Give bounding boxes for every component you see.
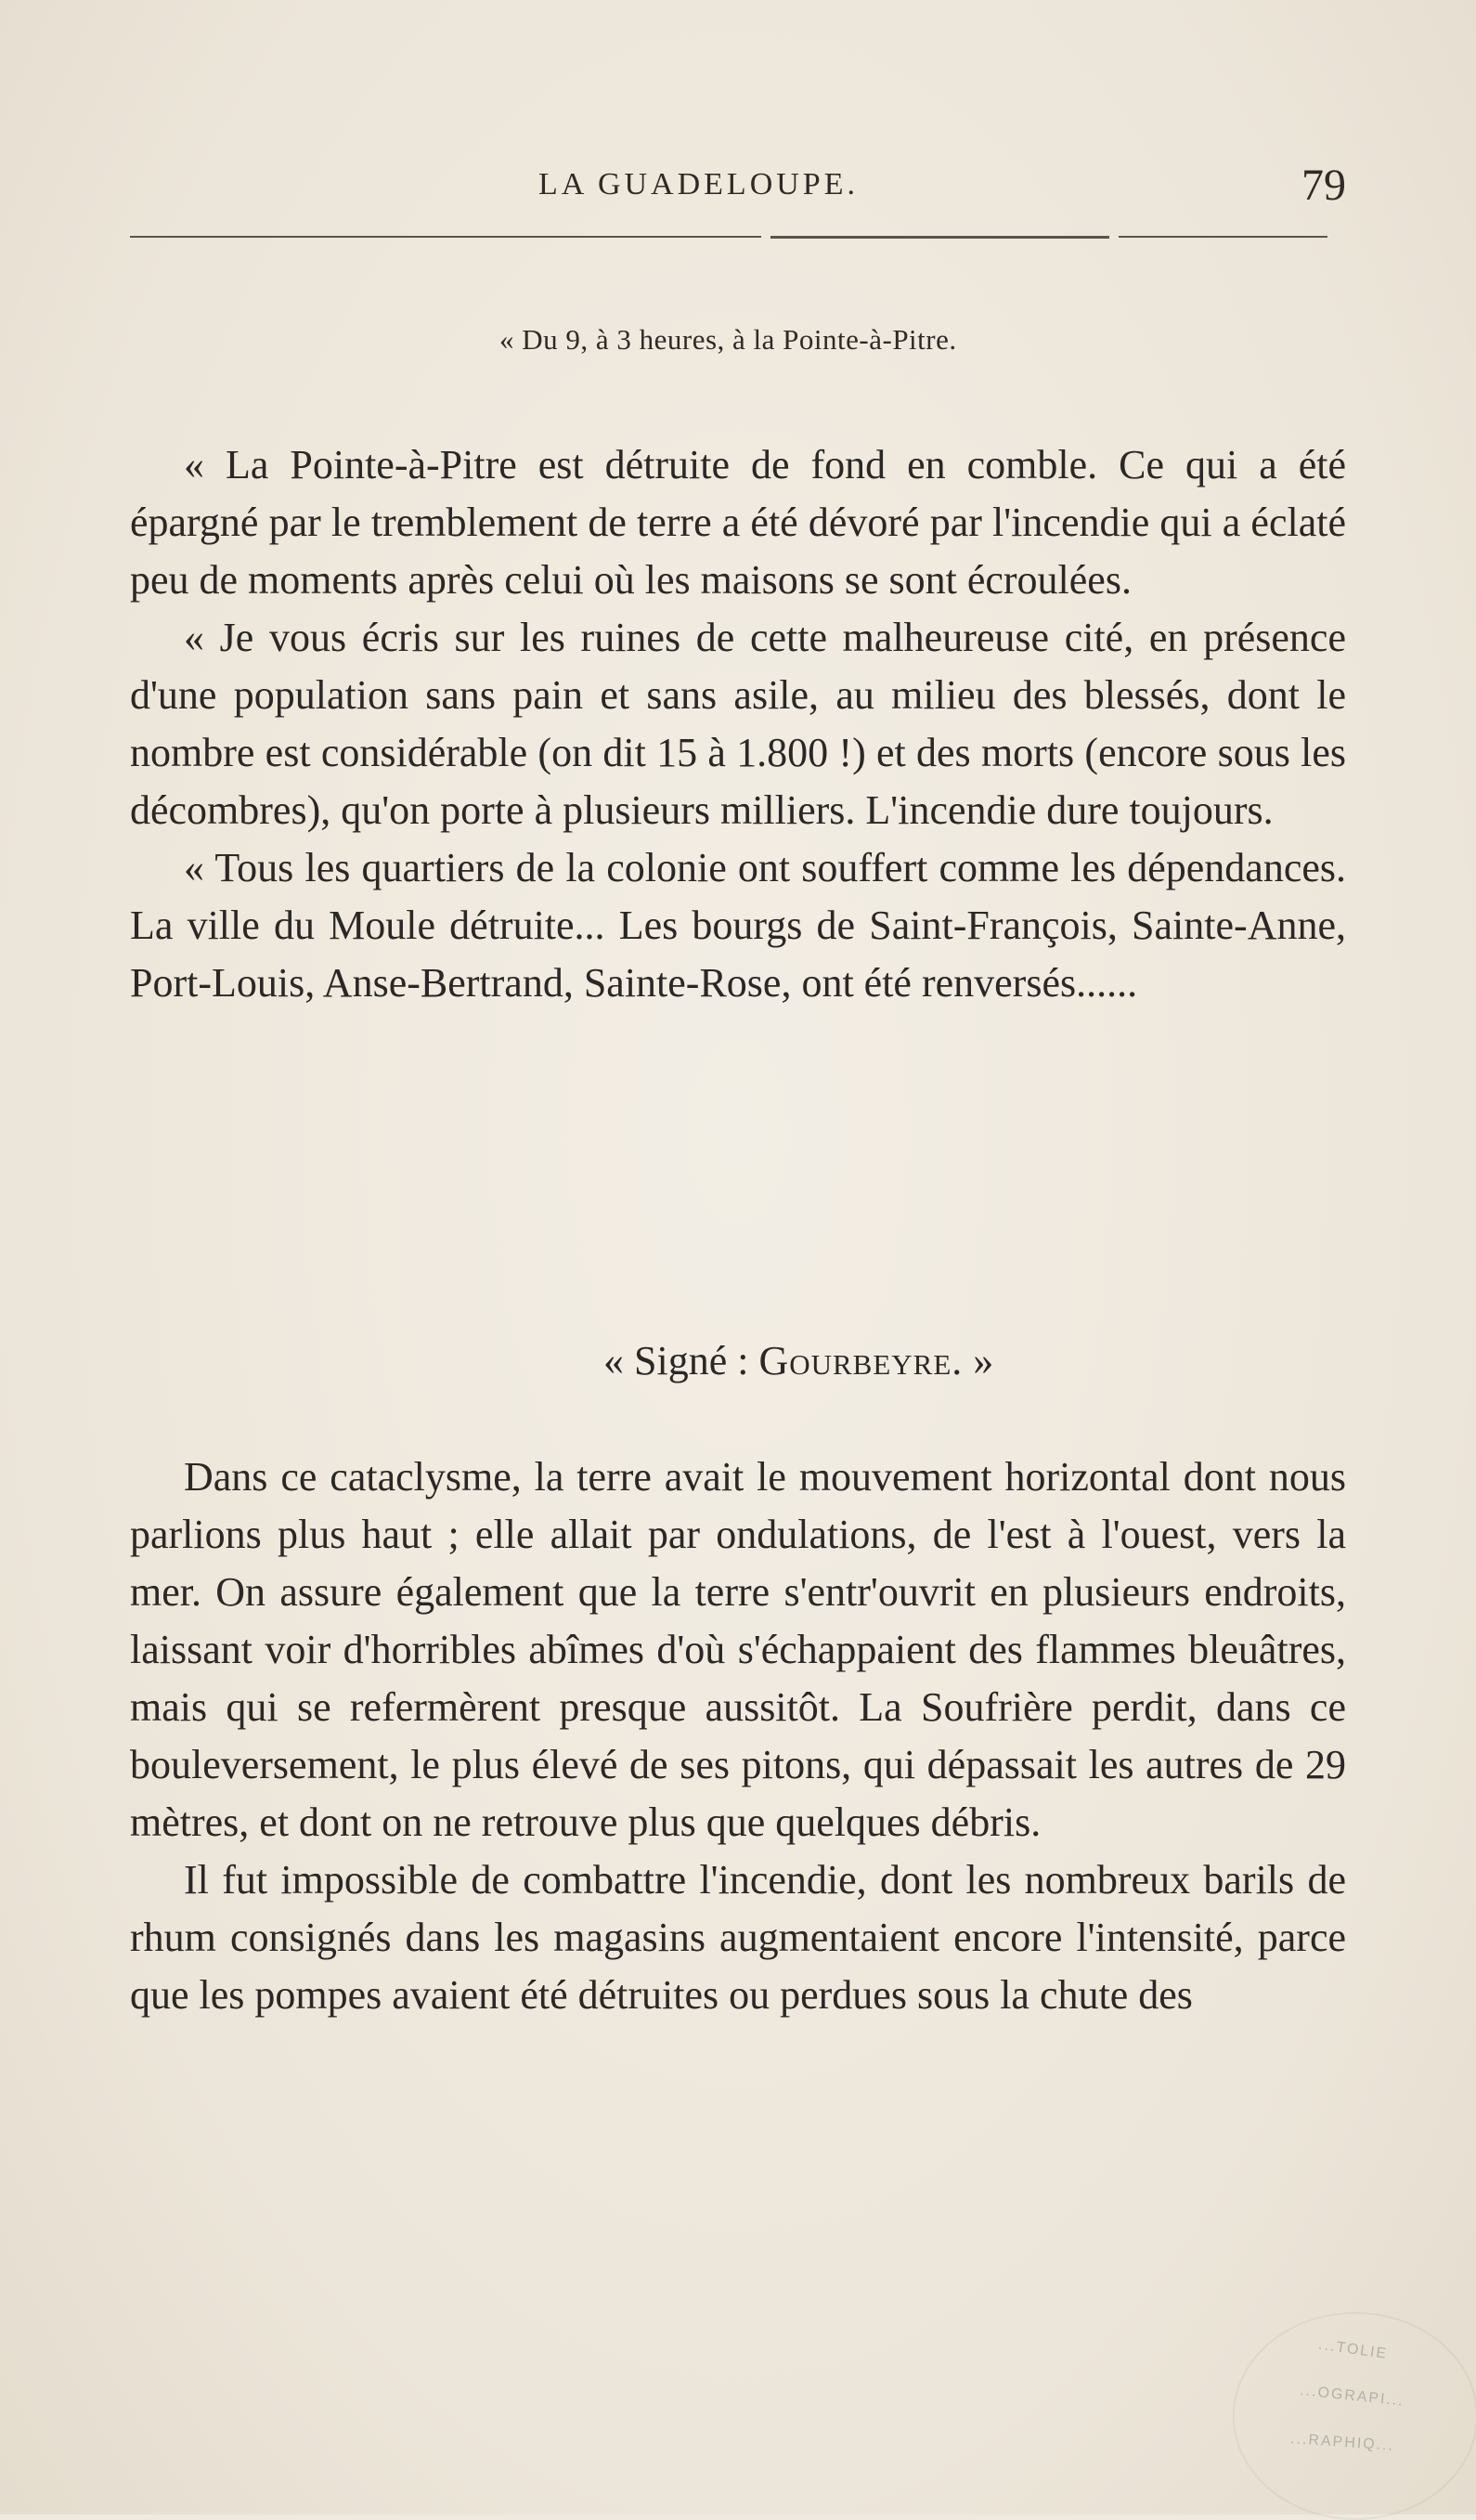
letter-dateline: « Du 9, à 3 heures, à la Pointe-à-Pitre. (499, 323, 957, 356)
letter-signature (603, 1337, 993, 1384)
stamp-line-3: ...RAPHIQ... (1289, 2431, 1395, 2454)
letter-paragraph-3: « Tous les quartiers de la colonie ont souffert comme les dépendances. La ville du Moule détruite... Les bourgs de Saint-François, Sainte-Anne, Port-Louis, Anse-Bertrand, Sainte-Rose, ont été renversés...... (130, 845, 1346, 1006)
header-rule-right (1119, 236, 1327, 238)
header-rule-left (130, 236, 761, 238)
page-number: 79 (1301, 161, 1346, 210)
header-rule-middle (770, 236, 1109, 239)
letter-paragraph-1: « La Pointe-à-Pitre est détruite de fond en comble. Ce qui a été épargné par le tremblement de terre a été dévoré par l'incendie qui a éclaté peu de moments après celui où les maisons se sont écroulées. (130, 442, 1346, 603)
letter-paragraph-2: « Je vous écris sur les ruines de cette malheureuse cité, en présence d'une population sans pain et sans asile, au milieu des blessés, dont le nombre est considérable (on dit 15 à 1.800 !) et des morts (encore sous les décombres), qu'on porte à plusieurs milliers. L'incendie dure toujours. (130, 615, 1346, 833)
narrative-paragraph-2: Il fut impossible de combattre l'incendie, dont les nombreux barils de rhum consignés dans les magasins augmentaient encore l'intensité, parce que les pompes avaient été détruites ou perdues sous la chute des (130, 1857, 1346, 2018)
running-title: LA GUADELOUPE. (538, 167, 859, 201)
narrative-paragraph-1: Dans ce cataclysme, la terre avait le mouvement horizontal dont nous parlions plus haut ; elle allait par ondulations, de l'est à l'ouest, vers la mer. On assure également que la terre s'entr'ouvrit en plusieurs endroits, laissant voir d'horribles abîmes d'où s'échappaient des flammes bleuâtres, mais qui se refermèrent presque aussitôt. La Soufrière perdit, dans ce bouleversement, le plus élevé de ses pitons, qui dépassait les autres de 29 mètres, et dont on ne retrouve plus que quelques débris. (130, 1454, 1346, 1845)
signature-prefix: « Signé : (603, 1338, 759, 1383)
signature-name: Gourbeyre. (758, 1338, 964, 1383)
page-header (130, 160, 1346, 215)
narrative-body (130, 1448, 1346, 2024)
library-stamp (1233, 2312, 1476, 2520)
signature-suffix: » (963, 1338, 994, 1383)
stamp-line-1: ...TOLIE (1317, 2336, 1390, 2363)
letter-body (130, 436, 1346, 1012)
stamp-line-2: ...OGRAPI... (1299, 2383, 1405, 2410)
